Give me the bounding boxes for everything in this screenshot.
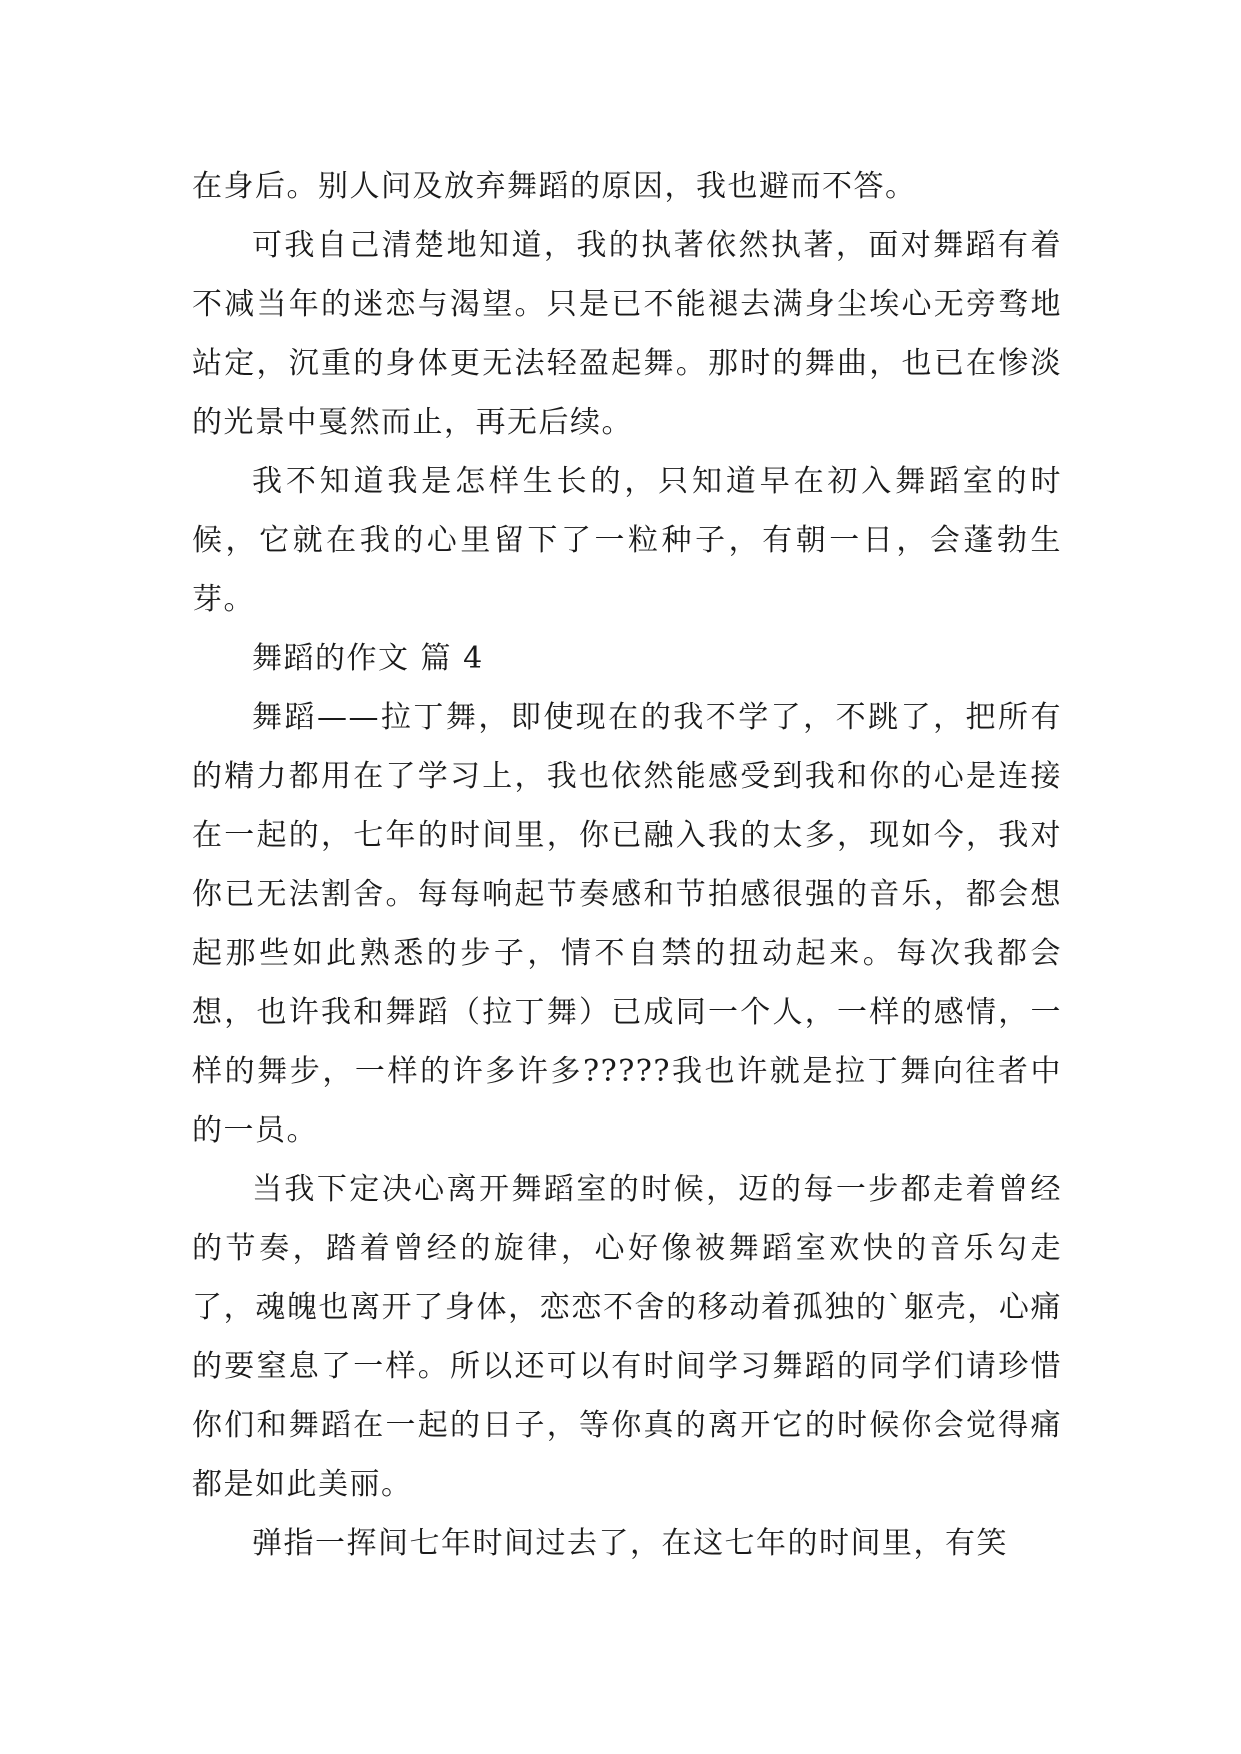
paragraph: 弹指一挥间七年时间过去了，在这七年的时间里，有笑: [252, 1526, 1008, 1561]
section-heading: 舞蹈的作文 篇 4: [252, 641, 484, 676]
paragraph: 可我自己清楚地知道，我的执著依然执著，面对舞蹈有着不减当年的迷恋与渴望。只是已不能褪去满身尘埃心无旁骛地站定，沉重的身体更无法轻盈起舞。那时的舞曲，也已在惨淡的光景中戛然而止，再无后续。: [192, 228, 1062, 440]
paragraph-continuation: 在身后。别人问及放弃舞蹈的原因，我也避而不答。: [192, 169, 917, 204]
paragraph: 舞蹈——拉丁舞，即使现在的我不学了，不跳了，把所有的精力都用在了学习上，我也依然能感受到我和你的心是连接在一起的，七年的时间里，你已融入我的太多，现如今，我对你已无法割舍。每每响起节奏感和节拍感很强的音乐，都会想起那些如此熟悉的步子，情不自禁的扭动起来。每次我都会想，也许我和舞蹈（拉丁舞）已成同一个人，一样的感情，一样的舞步，一样的许多许多?????我也许就是拉丁舞向往者中的一员。: [192, 700, 1062, 1148]
document-body: [192, 157, 1062, 1573]
paragraph: 我不知道我是怎样生长的，只知道早在初入舞蹈室的时候，它就在我的心里留下了一粒种子，有朝一日，会蓬勃生芽。: [192, 464, 1062, 617]
paragraph: 当我下定决心离开舞蹈室的时候，迈的每一步都走着曾经的节奏，踏着曾经的旋律，心好像被舞蹈室欢快的音乐勾走了，魂魄也离开了身体，恋恋不舍的移动着孤独的`躯壳，心痛的要窒息了一样。所以还可以有时间学习舞蹈的同学们请珍惜你们和舞蹈在一起的日子，等你真的离开它的时候你会觉得痛都是如此美丽。: [192, 1172, 1062, 1502]
